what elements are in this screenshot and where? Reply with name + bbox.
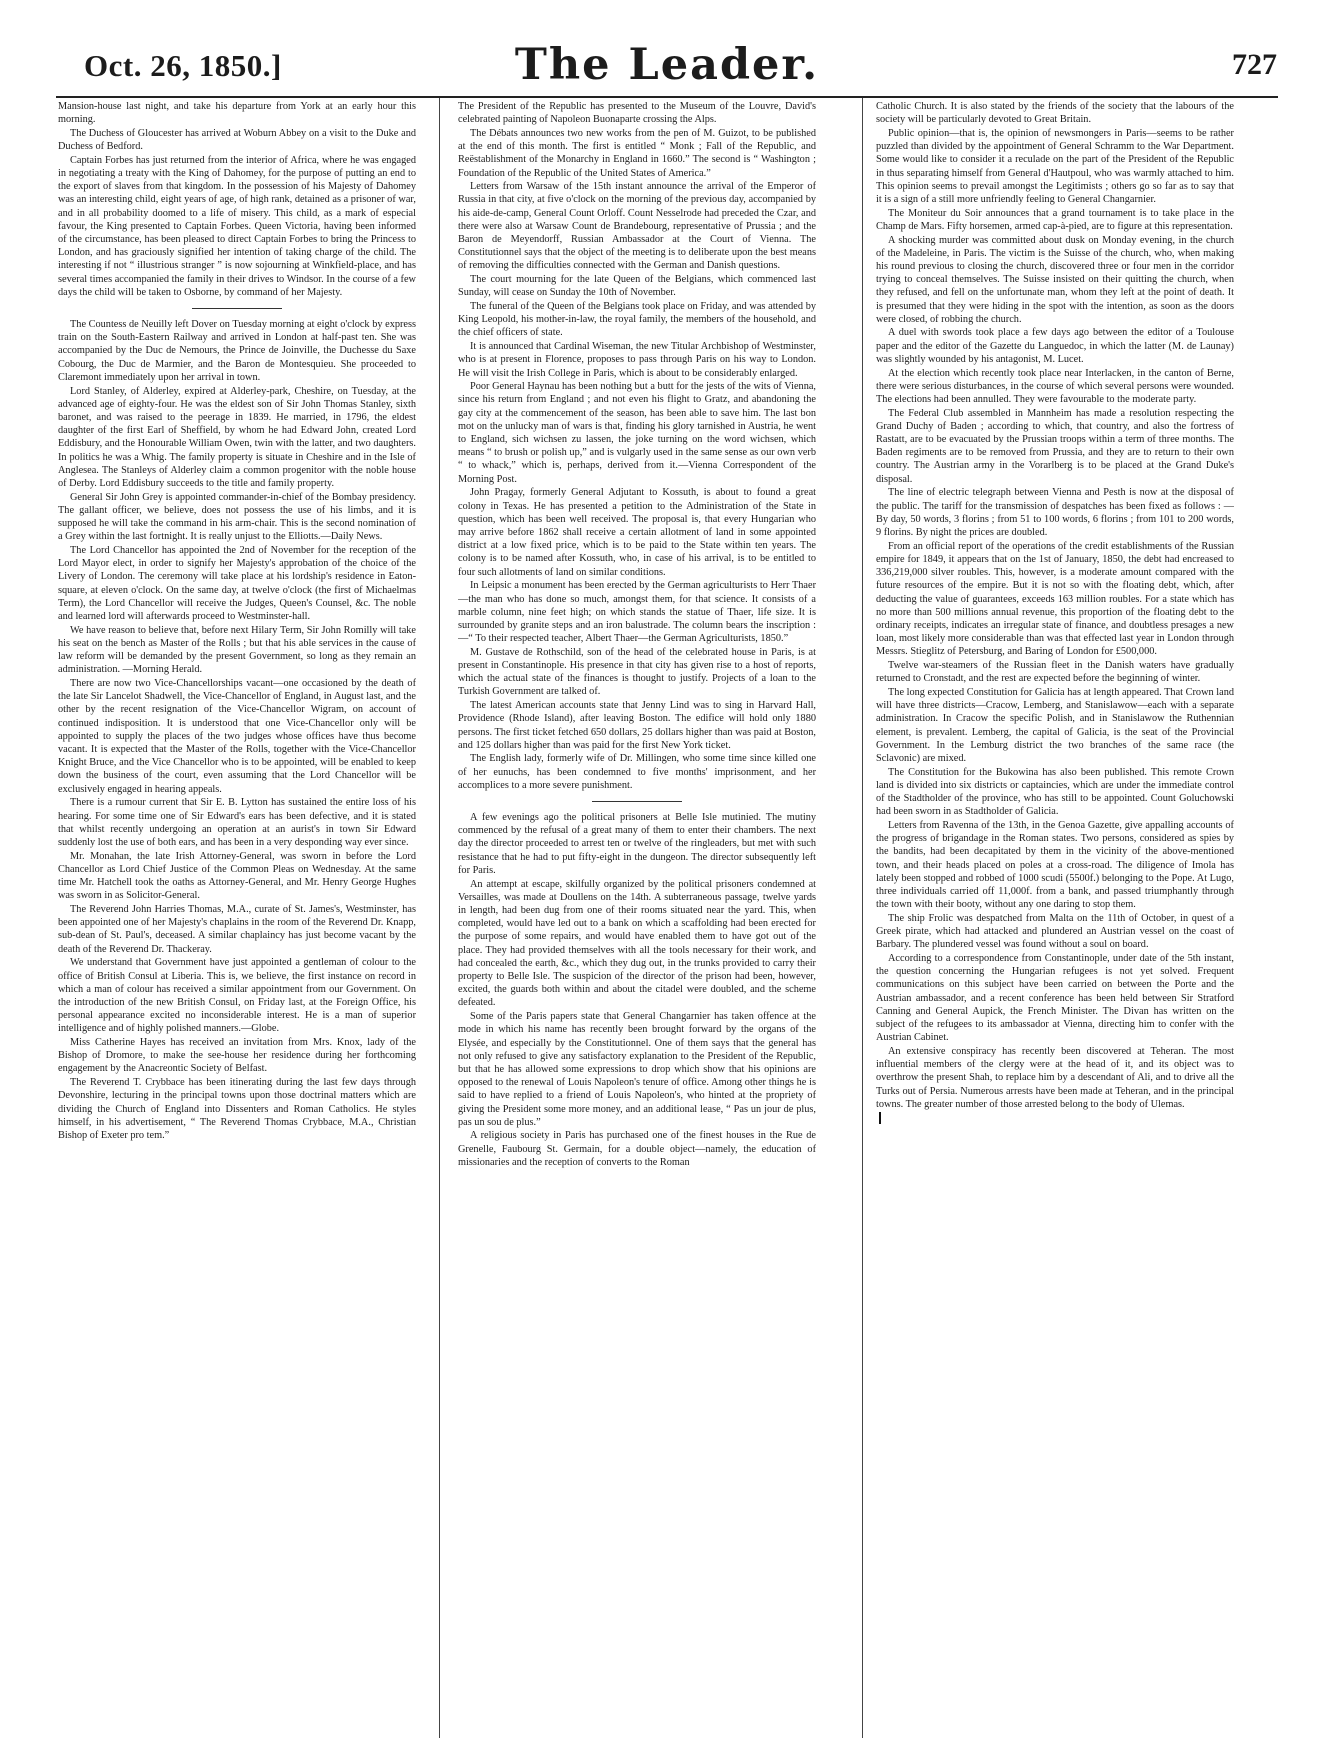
section-separator bbox=[592, 801, 682, 802]
masthead bbox=[0, 0, 1334, 105]
article-paragraph: The line of electric telegraph between Vienna and Pesth is now at the disposal of the public. The tariff for the transmission of despatches has been fixed as follows : —By day, 50 words, 3 florins ; from 51 to 100 words, 6 florins ; from 101 to 200 words, 9 florins. By night the prices are doubled. bbox=[876, 487, 1234, 538]
article-paragraph: M. Gustave de Rothschild, son of the head of the celebrated house in Paris, is at present in Constantinople. His presence in that city has given rise to a host of reports, which the actual state of the finances is thought to justify. Projects of a loan to the Turkish Government are talked of. bbox=[458, 646, 816, 698]
article-paragraph: It is announced that Cardinal Wiseman, the new Titular Archbishop of Westminster, who is at present in Florence, proposes to pass through Paris on his way to London. He will visit the Irish College in Paris, which is about to be considerably enlarged. bbox=[458, 341, 816, 379]
article-paragraph: The Duchess of Gloucester has arrived at Woburn Abbey on a visit to the Duke and Duchess of Bedford. bbox=[58, 127, 416, 153]
article-paragraph: The ship Frolic was despatched from Malta on the 11th of October, in quest of a Greek pirate, which had attacked and plundered an Austrian vessel on the coast of Barbary. The plundered vessel was found without a soul on board. bbox=[876, 912, 1234, 951]
article-paragraph: The Débats announces two new works from the pen of M. Guizot, to be published at the end of this month. The first is entitled “ Monk ; Fall of the Republic, and Reëstablishment of the Monarchy in England in 1660.” The second is “ Washington ; Foundation of the Republic of the United States of America.” bbox=[458, 127, 816, 179]
header-rule bbox=[56, 96, 1278, 98]
article-paragraph: The Countess de Neuilly left Dover on Tuesday morning at eight o'clock by express train on the South-Eastern Railway and arrived in London at half-past ten. She was accompanied by the Duc de Nemours, the Prince de Joinville, the Duchesse du Saxe Cobourg, the Duc de Marmier, and the Baron de Montesquieu. She proceeded to Claremont immediately upon her arrival in town. bbox=[58, 319, 416, 383]
article-paragraph: The court mourning for the late Queen of the Belgians, which commenced last Sunday, will cease on Sunday the 10th of November. bbox=[458, 274, 816, 299]
article-paragraph: General Sir John Grey is appointed commander-in-chief of the Bombay presidency. The gallant officer, we believe, does not possess the use of his limbs, and it is supposed he will take the command in his arm-chair. This is the second nomination of a Grey within the last fortnight. It is really unjust to the Elliotts.—Daily News. bbox=[58, 491, 416, 543]
article-paragraph: The latest American accounts state that Jenny Lind was to sing in Harvard Hall, Providence (Rhode Island), after leaving Boston. The edifice will hold only 1880 persons. The first ticket fetched 650 dollars, 25 dollars higher than was paid at Boston, and 125 dollars higher than was paid for the first New York ticket. bbox=[458, 700, 816, 751]
article-paragraph: Letters from Warsaw of the 15th instant announce the arrival of the Emperor of Russia in that city, at five o'clock on the morning of the previous day, accompanied by his aide-de-camp, General Count Orloff. Count Nesselrode had preceded the Czar, and there were also at Warsaw Count de Brandebourg, representative of Prussia ; and the Baron de Meyendorff, Russian Ambassador at the Court of Vienna. The Constitutionnel says that the object of the meeting is to deliberate upon the best means of removing the difficulties connected with the German and Danish questions. bbox=[458, 181, 816, 272]
article-paragraph: The Lord Chancellor has appointed the 2nd of November for the reception of the Lord Mayor elect, in order to signify her Majesty's approbation of the choice of the Livery of London. The ceremony will take place at his lordship's residence in Eaton-square, at eleven o'clock. On the same day, at twelve o'clock (the first of Michaelmas Term), the Lord Chancellor will receive the Judges, Queen's Counsel, &c. The noble and learned lord will afterwards proceed to Westminster-hall. bbox=[58, 545, 416, 623]
article-paragraph: At the election which recently took place near Interlacken, in the canton of Berne, there were serious disturbances, in the course of which several persons were wounded. The elections had been annulled. They were favourable to the moderate party. bbox=[876, 367, 1234, 405]
article-paragraph: We understand that Government have just appointed a gentleman of colour to the office of British Consul at Liberia. This is, we believe, the first instance on record in which a man of colour has received a similar appointment from our Government. On the introduction of the new British Consul, on Friday last, at the Foreign Office, his personal appearance excited no inconsiderable interest. He is a man of superior intelligence and of highly polished manners.—Globe. bbox=[58, 957, 416, 1035]
section-separator bbox=[192, 308, 282, 309]
article-paragraph: The Reverend John Harries Thomas, M.A., curate of St. James's, Westminster, has been appointed one of her Majesty's chaplains in the room of the Reverend Dr. Knapp, sub-dean of St. Paul's, deceased. A similar chaplaincy has just become vacant by the death of the Reverend Dr. Thackeray. bbox=[58, 903, 416, 955]
article-paragraph: John Pragay, formerly General Adjutant to Kossuth, is about to found a great colony in Texas. He has presented a petition to the Administration of the State in question, which has been well received. The proposal is, that every Hungarian who may arrive before 1862 shall receive a certain allotment of land in some appointed district at a low fixed price, which is to be paid to the State within ten years. The colony is to be named after Kossuth, who, in case of his arrival, is to be entitled to four such allotments of land on similar conditions. bbox=[458, 487, 816, 578]
article-paragraph: Twelve war-steamers of the Russian fleet in the Danish waters have gradually returned to Cronstadt, and the rest are expected before the beginning of winter. bbox=[876, 660, 1234, 685]
article-paragraph: The Federal Club assembled in Mannheim has made a resolution respecting the Grand Duchy of Baden ; according to which, that country, and also the fortress of Rastatt, are to be evacuated by the Prussian troops within a term of three months. The Baden regiments are to be removed from Prussia, and they are to return to their own country. The Austrian army in the Vorarlberg is to be placed at the Grand Duke's disposal. bbox=[876, 407, 1234, 485]
article-paragraph: A shocking murder was committed about dusk on Monday evening, in the church of the Madeleine, in Paris. The victim is the Suisse of the church, who, when making his round previous to closing the church, discovered three or four men in the corridor trying to conceal themselves. The Suisse insisted on their quitting the church, when they refused, and fell on the unfortunate man, whom they left at the point of death. It is presumed that they were hiding in the spot with the intention, as soon as the doors were closed, of robbing the church. bbox=[876, 234, 1234, 325]
article-paragraph: The President of the Republic has presented to the Museum of the Louvre, David's celebrated painting of Napoleon Buonaparte crossing the Alps. bbox=[458, 101, 816, 126]
article-paragraph: In Leipsic a monument has been erected by the German agriculturists to Herr Thaer—the man who has done so much, amongst them, for that science. It consists of a marble column, nine feet high; on which stands the statue of Thaer, life size. It is surrounded by granite steps and an iron balustrade. The column bears the inscription :—“ To their respected teacher, Albert Thaer—the German Agriculturists, 1850.” bbox=[458, 580, 816, 645]
column-right bbox=[876, 100, 1234, 1740]
article-paragraph: Public opinion—that is, the opinion of newsmongers in Paris—seems to be rather puzzled than divided by the appointment of General Schramm to the War Department. Some would like to consider it a reculade on the part of the President of the Republic in thus separating himself from General d'Hautpoul, who was warmly attached to him. This opinion seems to prevail amongst the Legitimists ; others go so far as to say that it is a sign of a still more unfriendly feeling to General Changarnier. bbox=[876, 127, 1234, 205]
page-number: 727 bbox=[1232, 48, 1277, 81]
article-paragraph: From an official report of the operations of the credit establishments of the Russian empire for 1849, it appears that on the 1st of January, 1850, the debt had encreased to 336,219,000 silver roubles. This, however, is a moderate amount compared with the future resources of the empire. But it is not so with the floating debt, which, after deducting the value of guarantees, exceeds 163 million roubles. For a state which has no more than 500 millions annual revenue, this proportion of the floating debt to the ordinary receipts, indicates an irregular state of finance, and doubtless presages a new loan, most likely more considerable than was that effected last year in London through Messrs. Stieglitz of Petersburg, and Baring of London for £500,000. bbox=[876, 540, 1234, 658]
text-cursor bbox=[879, 1112, 881, 1124]
article-paragraph: The English lady, formerly wife of Dr. Millingen, who some time since killed one of her eunuchs, has been condemned to five months' imprisonment, and her accomplices to a more severe punishment. bbox=[458, 753, 816, 791]
article-paragraph: The long expected Constitution for Galicia has at length appeared. That Crown land will have three districts—Cracow, Lemberg, and Stanislawow—each with a separate administration. In Cracow the specific Polish, and in Stanislawow the Ruthennian element, is prevalent. Lemberg, the capital of Galicia, is the seat of the Provincial Government. In the Lemburg district the two branches of the same race (the Sclavonic) are mixed. bbox=[876, 686, 1234, 764]
article-paragraph: Mansion-house last night, and take his departure from York at an early hour this morning. bbox=[58, 101, 416, 126]
article-paragraph: Poor General Haynau has been nothing but a butt for the jests of the wits of Vienna, since his return from England ; and not even his flight to Gratz, and abandoning the gay city at the commencement of the season, has been able to save him. The last bon mot on the unlucky man of wars is that, finding his glory tarnished in Austria, he went to England, sich wichsen zu lassen, the joke turning on the word wichsen, which means “ to brush or polish up,” and is vulgarly used in the same sense as our own verb “ to whack,” which is, perhaps, derived from it.—Vienna Correspondent of the Morning Post. bbox=[458, 381, 816, 485]
article-paragraph: Miss Catherine Hayes has received an invitation from Mrs. Knox, lady of the Bishop of Dromore, to make the see-house her residence during her forthcoming engagement by the Anacreontic Society of Belfast. bbox=[58, 1037, 416, 1075]
article-paragraph: Lord Stanley, of Alderley, expired at Alderley-park, Cheshire, on Tuesday, at the advanced age of eighty-four. He was the eldest son of Sir John Thomas Stanley, sixth baronet, and was raised to the peerage in 1839. He married, in 1796, the eldest daughter of the first Earl of Sheffield, by whom he had Edward John, created Lord Eddisbury, and the Honourable William Owen, twin with the latter, and two daughters. In politics he was a Whig. The family property is situate in Cheshire and in the Isle of Anglesea. The Stanleys of Alderley claim a common progenitor with the noble house of Derby. Lord Eddisbury succeeds to the title and family property. bbox=[58, 385, 416, 489]
article-paragraph: The Constitution for the Bukowina has also been published. This remote Crown land is divided into six districts or captaincies, which are under the immediate control of the Stadtholder of the province, who has still to be appointed. Count Goluchowski had been sworn in as Stadtholder of Galicia. bbox=[876, 766, 1234, 818]
article-paragraph: A duel with swords took place a few days ago between the editor of a Toulouse paper and the editor of the Gazette du Languedoc, in which the latter (M. de Launay) was slightly wounded by his antagonist, M. Lucet. bbox=[876, 327, 1234, 365]
article-paragraph: An extensive conspiracy has recently been discovered at Teheran. The most influential members of the clergy were at the head of it, and its object was to overthrow the present Shah, to replace him by a descendant of Ali, and to drive all the Turks out of Persia. Numerous arrests have been made at Teheran, and in the principal towns. The greater number of those arrested belong to the body of Ulemas. bbox=[876, 1045, 1234, 1110]
article-paragraph: We have reason to believe that, before next Hilary Term, Sir John Romilly will take his seat on the bench as Master of the Rolls ; but that his able services in the cause of law reform will be demanded by the present Government, so long as they remain an administration. —Morning Herald. bbox=[58, 624, 416, 676]
article-paragraph: A few evenings ago the political prisoners at Belle Isle mutinied. The mutiny commenced by the refusal of a great many of them to enter their chambers. The next day the director proceeded to arrest ten or twelve of the ringleaders, but met with such resistance that he had to put fifty-eight in the dungeon. The director subsequently left for Paris. bbox=[458, 812, 816, 876]
column-divider bbox=[439, 98, 440, 1738]
article-paragraph: The Moniteur du Soir announces that a grand tournament is to take place in the Champ de Mars. Fifty horsemen, armed cap-à-pied, are to figure at this representation. bbox=[876, 207, 1234, 232]
issue-date: Oct. 26, 1850.] bbox=[84, 48, 282, 83]
column-middle bbox=[458, 100, 816, 1740]
article-paragraph: An attempt at escape, skilfully organized by the political prisoners condemned at Versailles, was made at Doullens on the 14th. A subterraneous passage, twelve yards in length, had been dug from one of their rooms situated near the yard. This, when completed, would have led out to a bank on which a scaffolding had been erected for the purpose of some repairs, and would have enabled them to have got out of the place. They had provided themselves with all the tools necessary for their work, and had concealed the earth, &c., which they dug out, in the trunks provided to carry their property to Belle Isle. The suspicion of the director of the prison had been, however, excited, the guards both within and about the citadel were doubled, and the scheme defeated. bbox=[458, 878, 816, 1009]
article-paragraph: Some of the Paris papers state that General Changarnier has taken offence at the mode in which his name has recently been brought forward by the organs of the Elysée, and especially by the Constitutionnel. One of them says that the general has not only refused to give any satisfactory explanation to the President of the Republic, but that he has allowed some expressions to drop which show that his opinions are opposed to the renewal of Louis Napoleon's tenure of office. Among other things he is said to have replied to a friend of Louis Napoleon's, who hinted at the propriety of giving the President some more money, and an additional lease, “ Pas un jour de plus, pas un sou de plus.” bbox=[458, 1011, 816, 1128]
column-left bbox=[58, 100, 416, 1740]
article-paragraph: Mr. Monahan, the late Irish Attorney-General, was sworn in before the Lord Chancellor as Lord Chief Justice of the Common Pleas on Wednesday. At the same time Mr. Hatchell took the oaths as Attorney-General, and Mr. Henry George Hughes was sworn in as Solicitor-General. bbox=[58, 850, 416, 902]
article-paragraph: Letters from Ravenna of the 13th, in the Genoa Gazette, give appalling accounts of the progress of brigandage in the Roman states. Two persons, considered as spies by the bandits, had been decapitated by them in the vicinity of the above-mentioned town, and their heads placed on poles at a cross-road. The diligence of Imola has lately been stopped and robbed of 1000 scudi (5500f.) belonging to the Pope. At Lugo, three individuals carried off 11,000f. from a bank, and passed triumphantly through the town with their booty, without any one daring to stop them. bbox=[876, 819, 1234, 911]
article-paragraph: The funeral of the Queen of the Belgians took place on Friday, and was attended by King Leopold, his mother-in-law, the royal family, the members of the household, and the chief officers of state. bbox=[458, 301, 816, 339]
article-paragraph: There are now two Vice-Chancellorships vacant—one occasioned by the death of the late Sir Lancelot Shadwell, the Vice-Chancellor of England, in August last, and the other by the recent resignation of the Vice-Chancellor Wigram, on account of continued indisposition. It is understood that one Vice-Chancellor only will be appointed to supply the places of the two judges whose offices have thus become vacant. It is expected that the Master of the Rolls, together with the Vice-Chancellor Knight Bruce, and the Vice Chancellor who is to be appointed, will be enabled to keep down the business of the court, even assuming that the Lord Chancellor will be exclusively engaged in hearing appeals. bbox=[58, 678, 416, 795]
newspaper-title: The Leader. bbox=[514, 40, 820, 90]
column-divider bbox=[862, 98, 863, 1738]
article-paragraph: There is a rumour current that Sir E. B. Lytton has sustained the entire loss of his hearing. For some time one of Sir Edward's ears has been defective, and it is stated that whilst recently undergoing an operation at an aurist's in town Sir Edward suddenly lost the use of both ears, and has been in a very desponding way ever since. bbox=[58, 797, 416, 848]
article-paragraph: The Reverend T. Crybbace has been itinerating during the last few days through Devonshire, lecturing in the principal towns upon those doctrinal matters which are dividing the Church of England into Dissenters and Roman Catholics. He styles himself, in his advertisement, “ The Reverend Thomas Crybbace, M.A., Christian Bishop of Exeter pro tem.” bbox=[58, 1077, 416, 1141]
article-paragraph: Captain Forbes has just returned from the interior of Africa, where he was engaged in negotiating a treaty with the King of Dahomey, for the purpose of putting an end to the export of slaves from that kingdom. In the possession of his Majesty of Dahomey was an interesting child, eight years of age, of high rank, detained as a prisoner of war, and in all probability doomed to a life of misery. This child, as a mark of especial favour, the King presented to Captain Forbes. Queen Victoria, having been informed of the circumstance, has been pleased to direct Captain Forbes to bring the Princess to London, and has graciously signified her intention of taking charge of the child. The interesting if not “ illustrious stranger ” is now sojourning at Winkfield-place, and has several times accompanied the family in their drives to Windsor. In the course of a few days the child will be taken to Osborne, by command of her Majesty. bbox=[58, 154, 416, 298]
article-paragraph: Catholic Church. It is also stated by the friends of the society that the labours of the society will be particularly devoted to Great Britain. bbox=[876, 101, 1234, 126]
article-paragraph: According to a correspondence from Constantinople, under date of the 5th instant, the question concerning the Hungarian refugees is not yet solved. Frequent communications on this subject have been carried on between the Porte and the Austrian ambassador, and a recent conference has been held between Sir Stratford Canning and General Aupick, the French Minister. The Divan has written on the subject of the refugees to its ambassador at Vienna, directing him to confer with the Austrian Cabinet. bbox=[876, 953, 1234, 1044]
article-paragraph: A religious society in Paris has purchased one of the finest houses in the Rue de Grenelle, Faubourg St. Germain, for a double object—namely, the education of missionaries and the reception of converts to the Roman bbox=[458, 1130, 816, 1168]
